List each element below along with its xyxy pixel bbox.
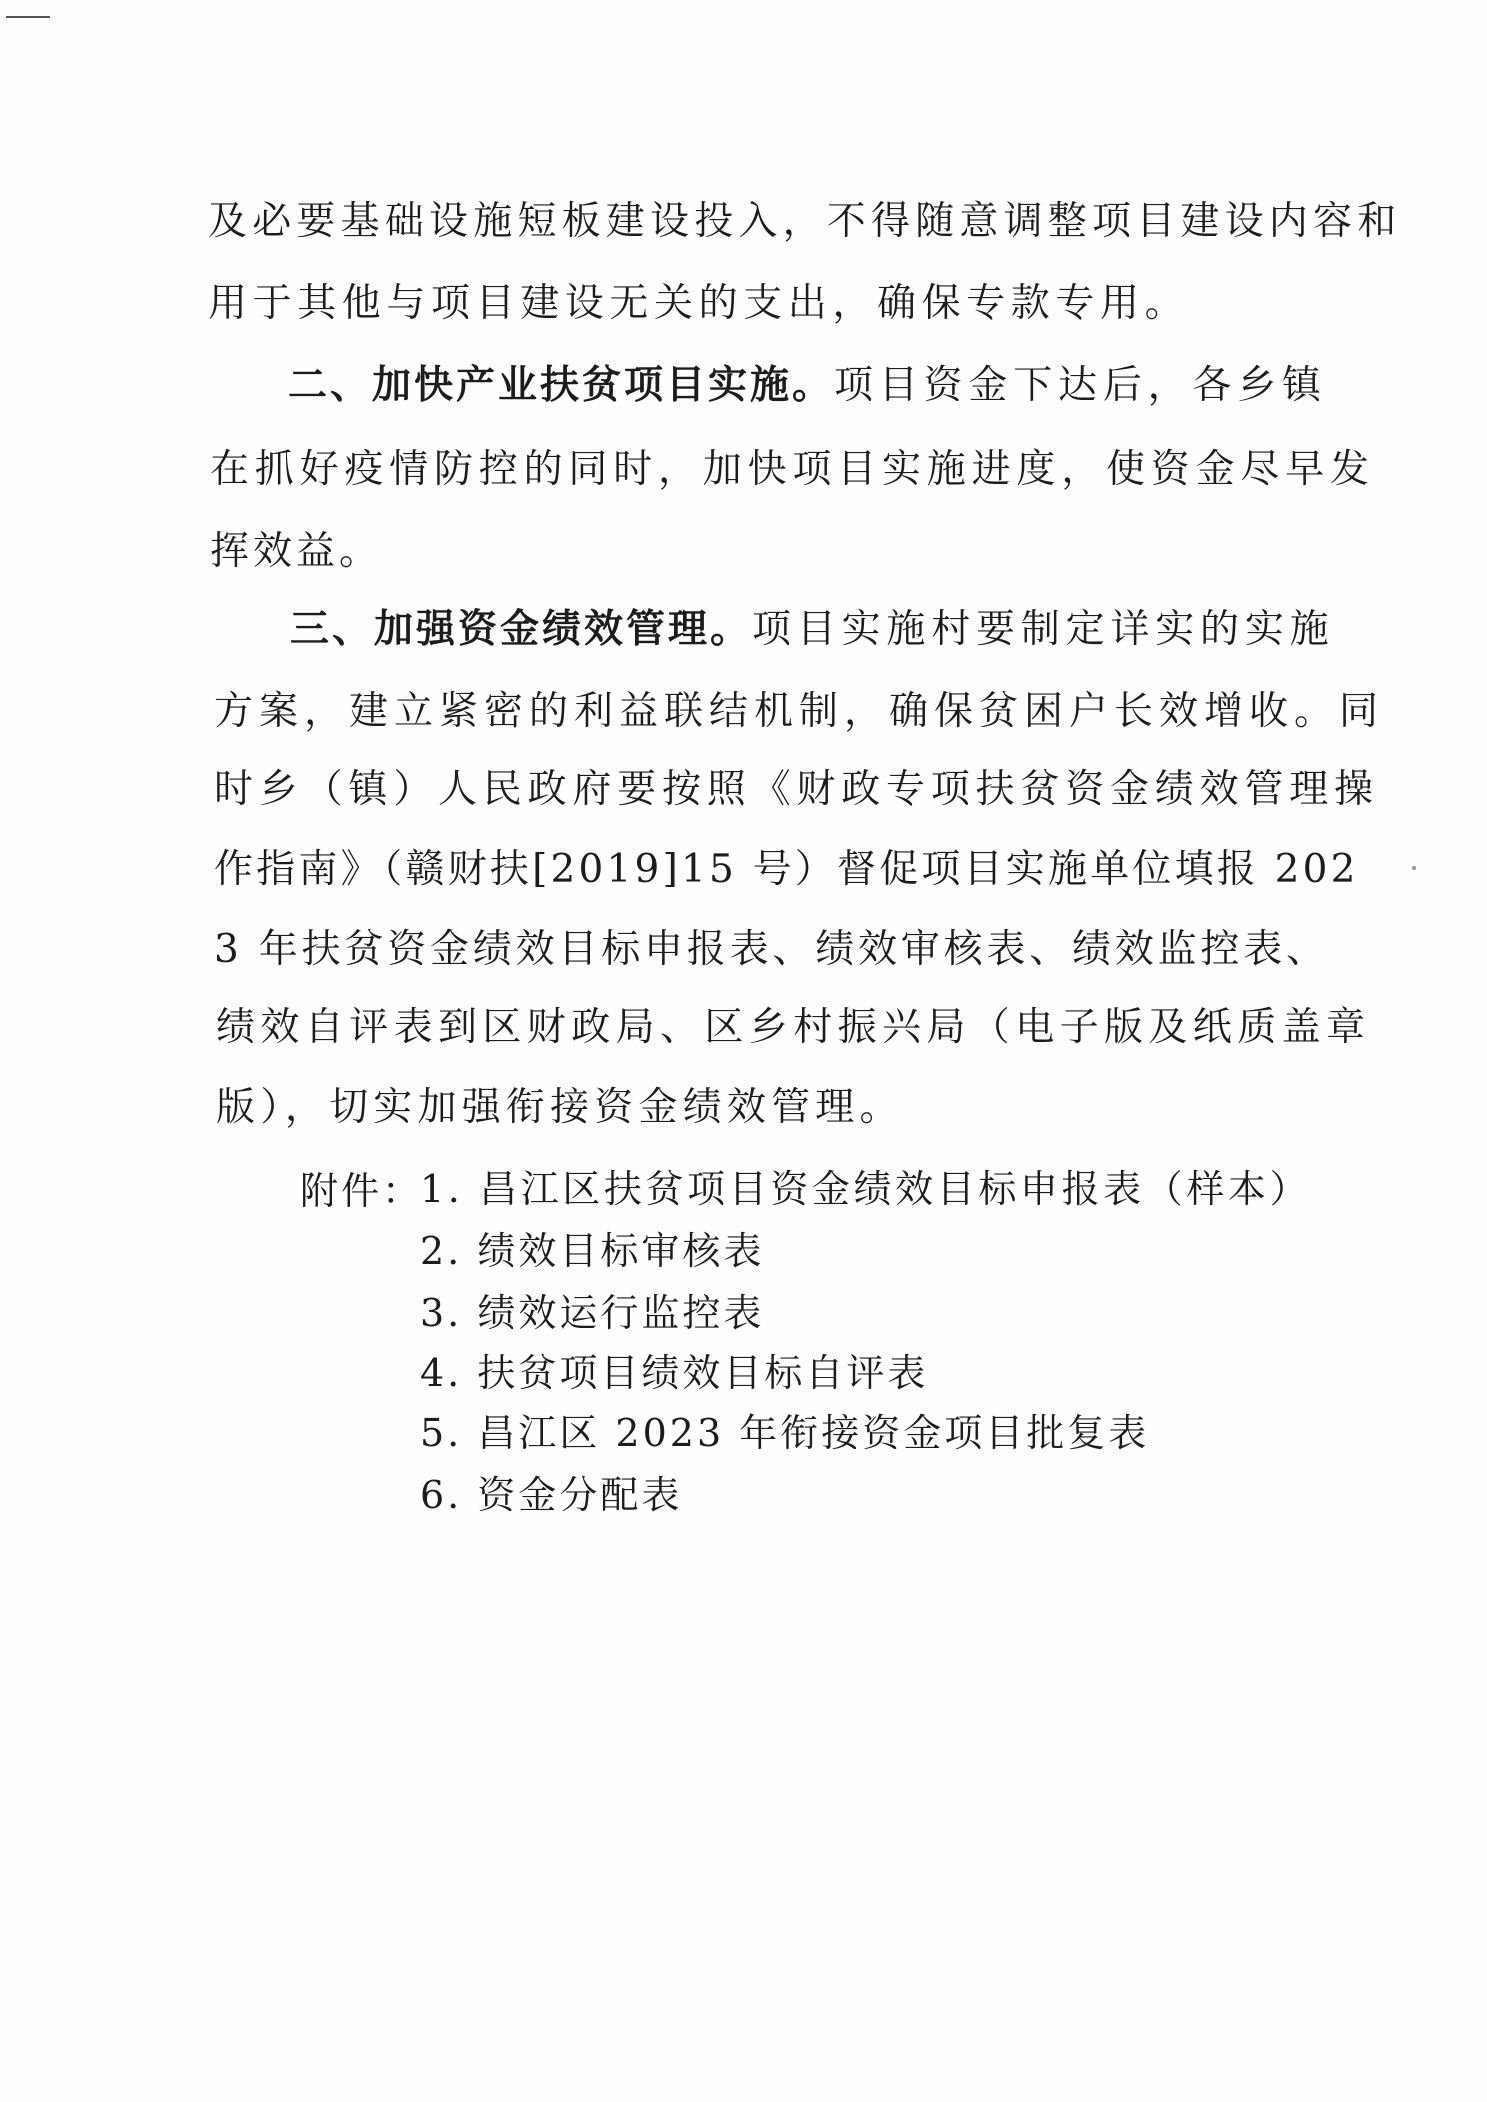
attachment-item: 5. 昌江区 2023 年衔接资金项目批复表 xyxy=(420,1411,1150,1455)
body-line: 挥效益。 xyxy=(210,529,383,574)
body-line: 时乡（镇）人民政府要按照《财政专项扶贫资金绩效管理操 xyxy=(214,767,1379,812)
attachment-item: 2. 绩效目标审核表 xyxy=(420,1229,765,1273)
attachments-label: 附件： xyxy=(300,1169,424,1213)
attachment-item: 6. 资金分配表 xyxy=(420,1473,683,1517)
attachment-item: 4. 扶贫项目绩效目标自评表 xyxy=(420,1351,929,1395)
section-heading-2: 二、加快产业扶贫项目实施。 xyxy=(288,363,835,408)
attachment-item: 1. 昌江区扶贫项目资金绩效目标申报表（样本） xyxy=(420,1167,1312,1211)
body-line: 3 年扶贫资金绩效目标申报表、绩效审核表、绩效监控表、 xyxy=(214,927,1329,972)
body-text: 项目资金下达后，各乡镇 xyxy=(834,363,1327,408)
body-line: 作指南》（赣财扶[2019]15 号）督促项目实施单位填报 202 xyxy=(214,847,1359,892)
body-line: 及必要基础设施短板建设投入，不得随意调整项目建设内容和 xyxy=(208,199,1402,244)
body-text: 项目实施村要制定详实的实施 xyxy=(752,607,1335,652)
section-line xyxy=(290,606,1334,654)
body-line: 版），切实加强衔接资金绩效管理。 xyxy=(216,1085,904,1130)
section-heading-3: 三、加强资金绩效管理。 xyxy=(290,607,753,652)
body-line: 方案，建立紧密的利益联结机制，确保贫困户长效增收。同 xyxy=(214,689,1385,734)
body-line: 用于其他与项目建设无关的支出，确保专款专用。 xyxy=(208,281,1190,326)
attachment-item: 3. 绩效运行监控表 xyxy=(420,1291,765,1335)
section-line xyxy=(288,362,1327,410)
scan-edge-mark xyxy=(6,16,50,18)
body-line: 在抓好疫情防控的同时，加快项目实施进度，使资金尽早发 xyxy=(210,447,1375,492)
scan-speck xyxy=(1412,866,1416,870)
body-line: 绩效自评表到区财政局、区乡村振兴局（电子版及纸质盖章 xyxy=(216,1005,1371,1050)
